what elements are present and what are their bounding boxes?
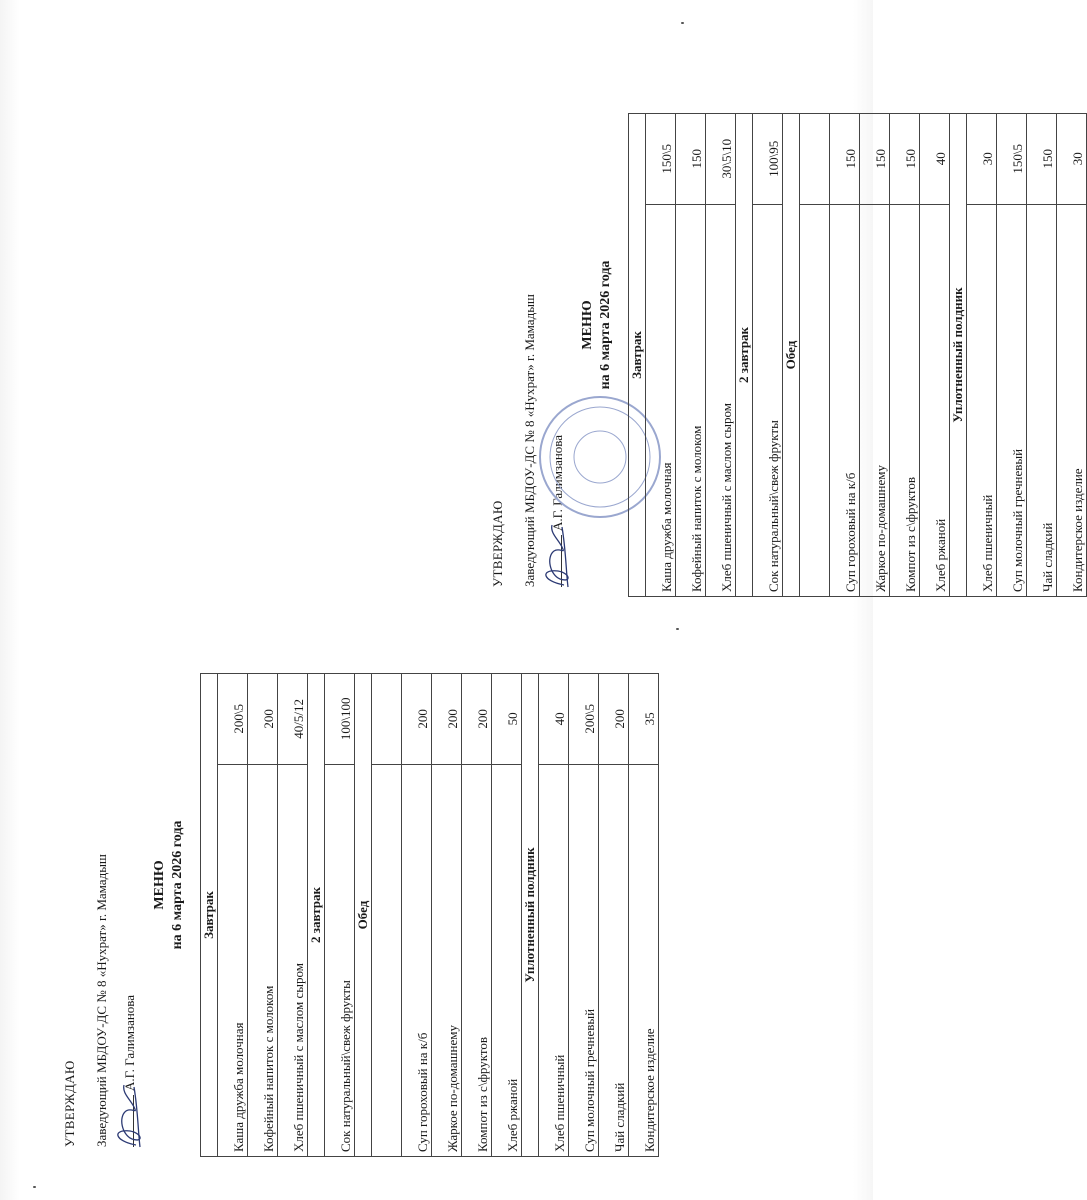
portion-size: 150: [830, 114, 860, 205]
dish-name: Каша дружба молочная: [218, 764, 248, 1156]
menu-row: [218, 674, 248, 1157]
portion-size: 200: [402, 674, 432, 765]
section-name: Обед: [355, 674, 372, 1157]
portion-size: 150: [676, 114, 706, 205]
portion-size: 150: [860, 114, 890, 205]
section-name: 2 завтрак: [736, 114, 753, 597]
menu-table: [200, 673, 659, 1157]
portion-size: 200\5: [569, 674, 599, 765]
menu-row: [432, 674, 462, 1157]
portion-size: 150: [1027, 114, 1057, 205]
menu-section-header: [308, 674, 325, 1157]
menu-title: МЕНЮ: [152, 860, 167, 910]
menu-row: [492, 674, 522, 1157]
menu-row: [997, 114, 1027, 597]
portion-size: 30: [967, 114, 997, 205]
menu-row: [860, 114, 890, 597]
menu-section-header: [950, 114, 967, 597]
sheet-header: [50, 605, 220, 1165]
dish-name: Хлеб ржаной: [920, 204, 950, 596]
menu-section-header: [355, 674, 372, 1157]
dish-name: Суп гороховый на к/б: [830, 204, 860, 596]
menu-section-header: [629, 114, 646, 597]
signature-icon: [536, 521, 576, 591]
menu-row: [753, 114, 783, 597]
menu-row: [676, 114, 706, 597]
dish-name: Суп молочный гречневый: [569, 764, 599, 1156]
dish-name: Жаркое по-домашнему: [432, 764, 462, 1156]
dish-name: Суп гороховый на к/б: [402, 764, 432, 1156]
dish-name: Жаркое по-домашнему: [860, 204, 890, 596]
menu-section-header: [201, 674, 218, 1157]
portion-size: 30\5\10: [706, 114, 736, 205]
menu-row: [706, 114, 736, 597]
dish-name: Компот из с\фруктов: [890, 204, 920, 596]
approve-label: УТВЕРЖДАЮ: [490, 500, 505, 587]
portion-size: 200: [248, 674, 278, 765]
menu-row: [248, 674, 278, 1157]
menu-section-header: [522, 674, 539, 1157]
menu-row: [1057, 114, 1087, 597]
dish-name: Хлеб пшеничный: [967, 204, 997, 596]
menu-date: на 6 марта 2026 года: [598, 260, 613, 390]
menu-row: [800, 114, 830, 597]
dish-name: Кофейный напиток с молоком: [676, 204, 706, 596]
section-name: Уплотненный полдник: [950, 114, 967, 597]
dish-name: Чай сладкий: [599, 764, 629, 1156]
menu-sheet-right: [478, 45, 1085, 605]
dish-name: Хлеб ржаной: [492, 764, 522, 1156]
menu-section-header: [736, 114, 753, 597]
portion-size: 50: [492, 674, 522, 765]
menu-row: [646, 114, 676, 597]
dish-name: Хлеб пшеничный с маслом сыром: [278, 764, 308, 1156]
section-name: Завтрак: [629, 114, 646, 597]
dish-name: [372, 764, 402, 1156]
portion-size: 30: [1057, 114, 1087, 205]
head-position: Заведующий МБДОУ-ДС № 8 «Нухрат» г. Мамадыш: [522, 294, 537, 587]
portion-size: 35: [629, 674, 659, 765]
menu-row: [278, 674, 308, 1157]
dish-name: Суп молочный гречневый: [997, 204, 1027, 596]
head-position: Заведующий МБДОУ-ДС № 8 «Нухрат» г. Мамадыш: [94, 854, 109, 1147]
menu-table: [628, 113, 1087, 597]
menu-row: [402, 674, 432, 1157]
menu-row: [920, 114, 950, 597]
portion-size: 100\95: [753, 114, 783, 205]
portion-size: 200: [432, 674, 462, 765]
signature-icon: [108, 1081, 148, 1151]
section-name: Обед: [783, 114, 800, 597]
menu-row: [462, 674, 492, 1157]
menu-row: [1027, 114, 1057, 597]
head-name: А.Г. Галимзанова: [550, 434, 565, 531]
dish-name: Хлеб пшеничный: [539, 764, 569, 1156]
dish-name: Кондитерское изделие: [629, 764, 659, 1156]
portion-size: 200\5: [218, 674, 248, 765]
portion-size: 100\100: [325, 674, 355, 765]
portion-size: 150\5: [646, 114, 676, 205]
menu-row: [629, 674, 659, 1157]
dish-name: Хлеб пшеничный с маслом сыром: [706, 204, 736, 596]
dish-name: Кофейный напиток с молоком: [248, 764, 278, 1156]
portion-size: 200: [599, 674, 629, 765]
menu-row: [325, 674, 355, 1157]
menu-section-header: [783, 114, 800, 597]
menu-row: [967, 114, 997, 597]
menu-row: [599, 674, 629, 1157]
menu-row: [539, 674, 569, 1157]
portion-size: 200: [462, 674, 492, 765]
portion-size: 40: [920, 114, 950, 205]
menu-row: [890, 114, 920, 597]
portion-size: [800, 114, 830, 205]
menu-row: [569, 674, 599, 1157]
section-name: Завтрак: [201, 674, 218, 1157]
dish-name: Сок натуральный\свеж фрукты: [325, 764, 355, 1156]
scan-speck: [33, 1186, 36, 1188]
scan-speck: [676, 628, 679, 630]
approve-label: УТВЕРЖДАЮ: [62, 1060, 77, 1147]
section-name: 2 завтрак: [308, 674, 325, 1157]
menu-row: [830, 114, 860, 597]
menu-sheet-left: [50, 605, 657, 1165]
dish-name: Сок натуральный\свеж фрукты: [753, 204, 783, 596]
sheet-header: [478, 45, 648, 605]
portion-size: 150: [890, 114, 920, 205]
dish-name: Чай сладкий: [1027, 204, 1057, 596]
portion-size: 40: [539, 674, 569, 765]
dish-name: [800, 204, 830, 596]
scan-speck: [681, 22, 684, 24]
dish-name: Компот из с\фруктов: [462, 764, 492, 1156]
menu-row: [372, 674, 402, 1157]
portion-size: [372, 674, 402, 765]
menu-date: на 6 марта 2026 года: [170, 820, 185, 950]
section-name: Уплотненный полдник: [522, 674, 539, 1157]
portion-size: 150\5: [997, 114, 1027, 205]
dish-name: Кондитерское изделие: [1057, 204, 1087, 596]
dish-name: Каша дружба молочная: [646, 204, 676, 596]
head-name: А.Г. Галимзанова: [122, 994, 137, 1091]
portion-size: 40/5/12: [278, 674, 308, 765]
menu-title: МЕНЮ: [580, 300, 595, 350]
